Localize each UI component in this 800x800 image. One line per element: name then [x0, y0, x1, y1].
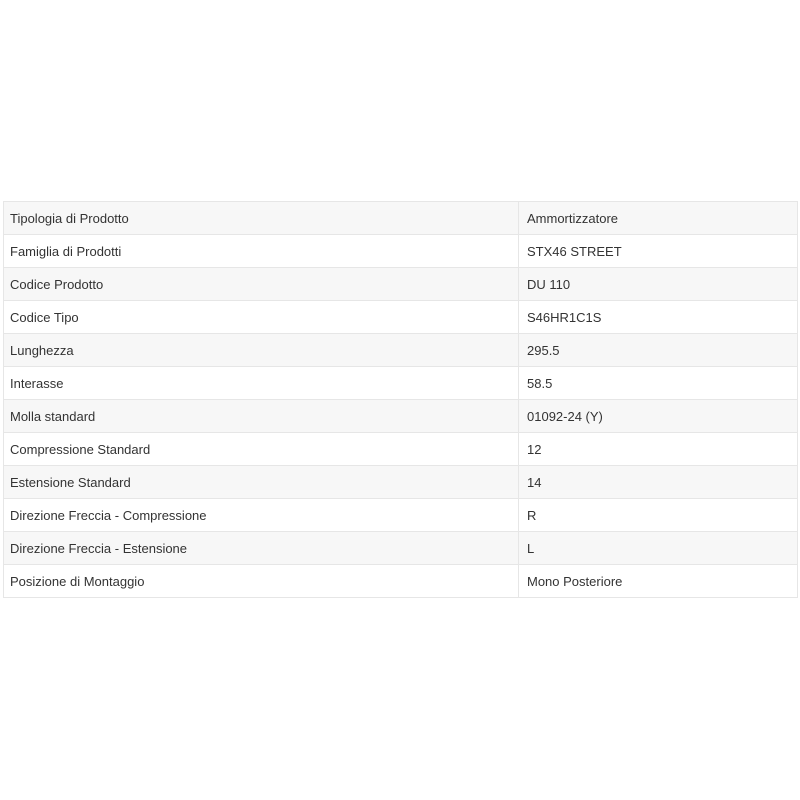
- spec-row-standard-spring: [4, 400, 798, 433]
- spec-label: Estensione Standard: [4, 466, 519, 499]
- spec-label: Famiglia di Prodotti: [4, 235, 519, 268]
- spec-row-arrow-rebound: [4, 532, 798, 565]
- spec-row-arrow-compression: [4, 499, 798, 532]
- spec-value: Ammortizzatore: [519, 202, 798, 235]
- spec-row-mounting-position: [4, 565, 798, 598]
- spec-label: Codice Tipo: [4, 301, 519, 334]
- spec-row-length: [4, 334, 798, 367]
- spec-value: 295.5: [519, 334, 798, 367]
- spec-value: L: [519, 532, 798, 565]
- spec-value: 01092-24 (Y): [519, 400, 798, 433]
- spec-label: Posizione di Montaggio: [4, 565, 519, 598]
- spec-label: Codice Prodotto: [4, 268, 519, 301]
- spec-value: DU 110: [519, 268, 798, 301]
- spec-value: S46HR1C1S: [519, 301, 798, 334]
- spec-label: Lunghezza: [4, 334, 519, 367]
- spec-value: 12: [519, 433, 798, 466]
- spec-label: Compressione Standard: [4, 433, 519, 466]
- spec-label: Molla standard: [4, 400, 519, 433]
- spec-row-standard-rebound: [4, 466, 798, 499]
- product-spec-table: [3, 201, 798, 598]
- spec-row-stroke: [4, 367, 798, 400]
- spec-row-product-family: [4, 235, 798, 268]
- spec-value: 14: [519, 466, 798, 499]
- spec-label: Direzione Freccia - Compressione: [4, 499, 519, 532]
- spec-value: STX46 STREET: [519, 235, 798, 268]
- spec-value: Mono Posteriore: [519, 565, 798, 598]
- spec-value: 58.5: [519, 367, 798, 400]
- spec-value: R: [519, 499, 798, 532]
- spec-label: Direzione Freccia - Estensione: [4, 532, 519, 565]
- spec-label: Interasse: [4, 367, 519, 400]
- spec-row-standard-compression: [4, 433, 798, 466]
- spec-row-type-code: [4, 301, 798, 334]
- spec-row-product-type: [4, 202, 798, 235]
- spec-row-product-code: [4, 268, 798, 301]
- spec-label: Tipologia di Prodotto: [4, 202, 519, 235]
